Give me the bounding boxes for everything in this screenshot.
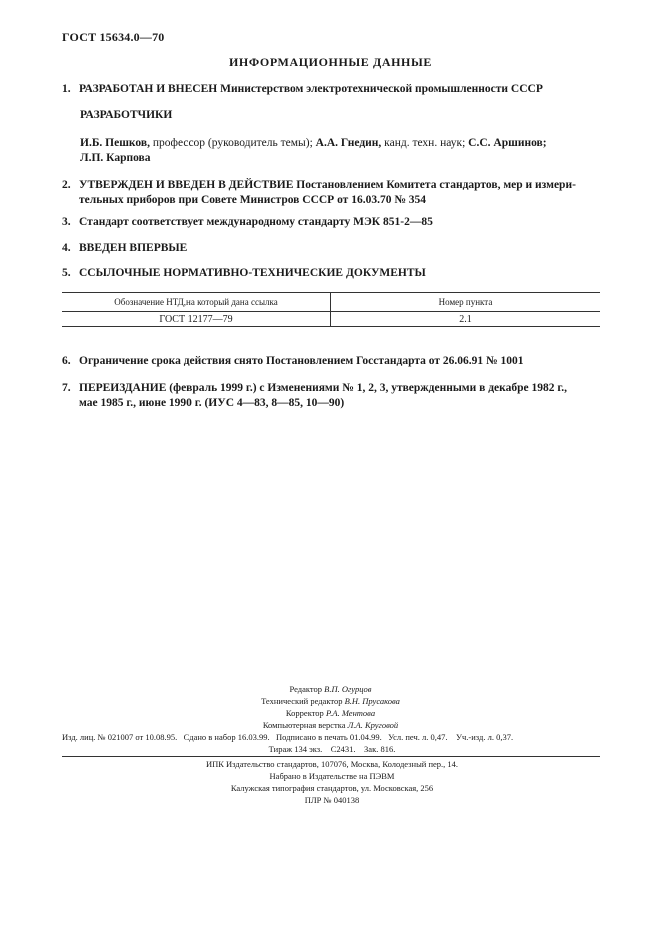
item-number: 2. — [62, 179, 71, 191]
publisher-line: Набрано в Издательстве на ПЭВМ — [269, 771, 395, 781]
column-header: Номер пункта — [331, 293, 601, 312]
item-number: 6. — [62, 355, 71, 367]
publisher-line: ИПК Издательство стандартов, 107076, Москва, Колодезный пер., 14. — [205, 759, 459, 769]
item-number: 7. — [62, 382, 71, 394]
item-text-cont: мае 1985 г., июне 1990 г. (ИУС 4—83, 8—85, 10—90) — [79, 397, 345, 409]
imprint-line: Тираж 134 экз. С2431. Зак. 816. — [268, 744, 396, 754]
developer-role: канд. техн. наук; — [381, 137, 469, 149]
column-header: Обозначение НТД,на который дана ссылка — [62, 293, 331, 312]
item-5 — [62, 266, 602, 281]
layout-line — [0, 719, 661, 731]
developer-name: И.Б. Пешков, — [80, 137, 150, 149]
item-text: ССЫЛОЧНЫЕ НОРМАТИВНО-ТЕХНИЧЕСКИЕ ДОКУМЕНТЫ — [79, 267, 426, 279]
imprint-block — [62, 731, 602, 755]
developers-heading: РАЗРАБОТЧИКИ — [80, 109, 173, 121]
item-4 — [62, 241, 602, 256]
item-text: Стандарт соответствует международному стандарту МЭК 851-2—85 — [79, 216, 433, 228]
editor-line — [0, 683, 661, 695]
item-number: 1. — [62, 83, 71, 95]
item-1 — [62, 82, 602, 97]
item-text: УТВЕРЖДЕН И ВВЕДЕН В ДЕЙСТВИЕ Постановлением Комитета стандартов, мер и измери- — [79, 179, 576, 191]
developers-list — [80, 136, 602, 166]
publisher-line: Калужская типография стандартов, ул. Московская, 256 — [230, 783, 434, 793]
item-number: 4. — [62, 242, 71, 254]
page-title: ИНФОРМАЦИОННЫЕ ДАННЫЕ — [229, 55, 432, 69]
publisher-line: ПЛР № 040138 — [304, 795, 360, 805]
credit-label: Редактор — [289, 684, 322, 694]
standard-code: ГОСТ 15634.0—70 — [62, 30, 165, 44]
credit-label: Технический редактор — [261, 696, 343, 706]
divider — [62, 756, 600, 757]
item-number: 3. — [62, 216, 71, 228]
corrector-line — [0, 707, 661, 719]
item-text-cont: тельных приборов при Совете Министров СССР от 16.03.70 № 354 — [79, 194, 427, 206]
credit-name: Р.А. Ментова — [325, 708, 376, 718]
item-7 — [62, 381, 602, 411]
developer-role: профессор (руководитель темы); — [149, 137, 316, 149]
developer-name: Л.П. Карпова — [80, 152, 151, 164]
item-text: ВВЕДЕН ВПЕРВЫЕ — [79, 242, 188, 254]
item-number: 5. — [62, 267, 71, 279]
item-3 — [62, 215, 602, 230]
publisher-block — [62, 758, 602, 806]
item-6 — [62, 354, 602, 369]
credit-name: В.Н. Прусакова — [344, 696, 400, 706]
developer-name: А.А. Гнедин, — [315, 137, 382, 149]
table-row — [62, 312, 600, 327]
credits-block — [0, 683, 661, 731]
item-text: Ограничение срока действия снято Постановлением Госстандарта от 26.06.91 № 1001 — [79, 355, 524, 367]
table-cell: ГОСТ 12177—79 — [62, 312, 331, 327]
item-text: ПЕРЕИЗДАНИЕ (февраль 1999 г.) с Изменениями № 1, 2, 3, утвержденными в декабре 1982 г., — [79, 382, 568, 394]
credit-label: Корректор — [285, 708, 324, 718]
item-2 — [62, 178, 602, 208]
credit-name: В.П. Огурцов — [324, 684, 372, 694]
tech-editor-line — [0, 695, 661, 707]
item-text: РАЗРАБОТАН И ВНЕСЕН Министерством электротехнической промышленности СССР — [79, 83, 543, 95]
developer-name: С.С. Аршинов; — [468, 137, 547, 149]
credit-name: Л.А. Круговой — [347, 720, 399, 730]
imprint-line: Изд. лиц. № 021007 от 10.08.95. Сдано в набор 16.03.99. Подписано в печать 01.04.99. Усл. печ. л. 0,47. Уч.-изд. л. 0,37. — [62, 732, 514, 742]
credit-label: Компьютерная верстка — [262, 720, 346, 730]
table-header-row — [62, 293, 600, 312]
reference-table — [62, 292, 600, 327]
table-cell: 2.1 — [331, 312, 601, 327]
